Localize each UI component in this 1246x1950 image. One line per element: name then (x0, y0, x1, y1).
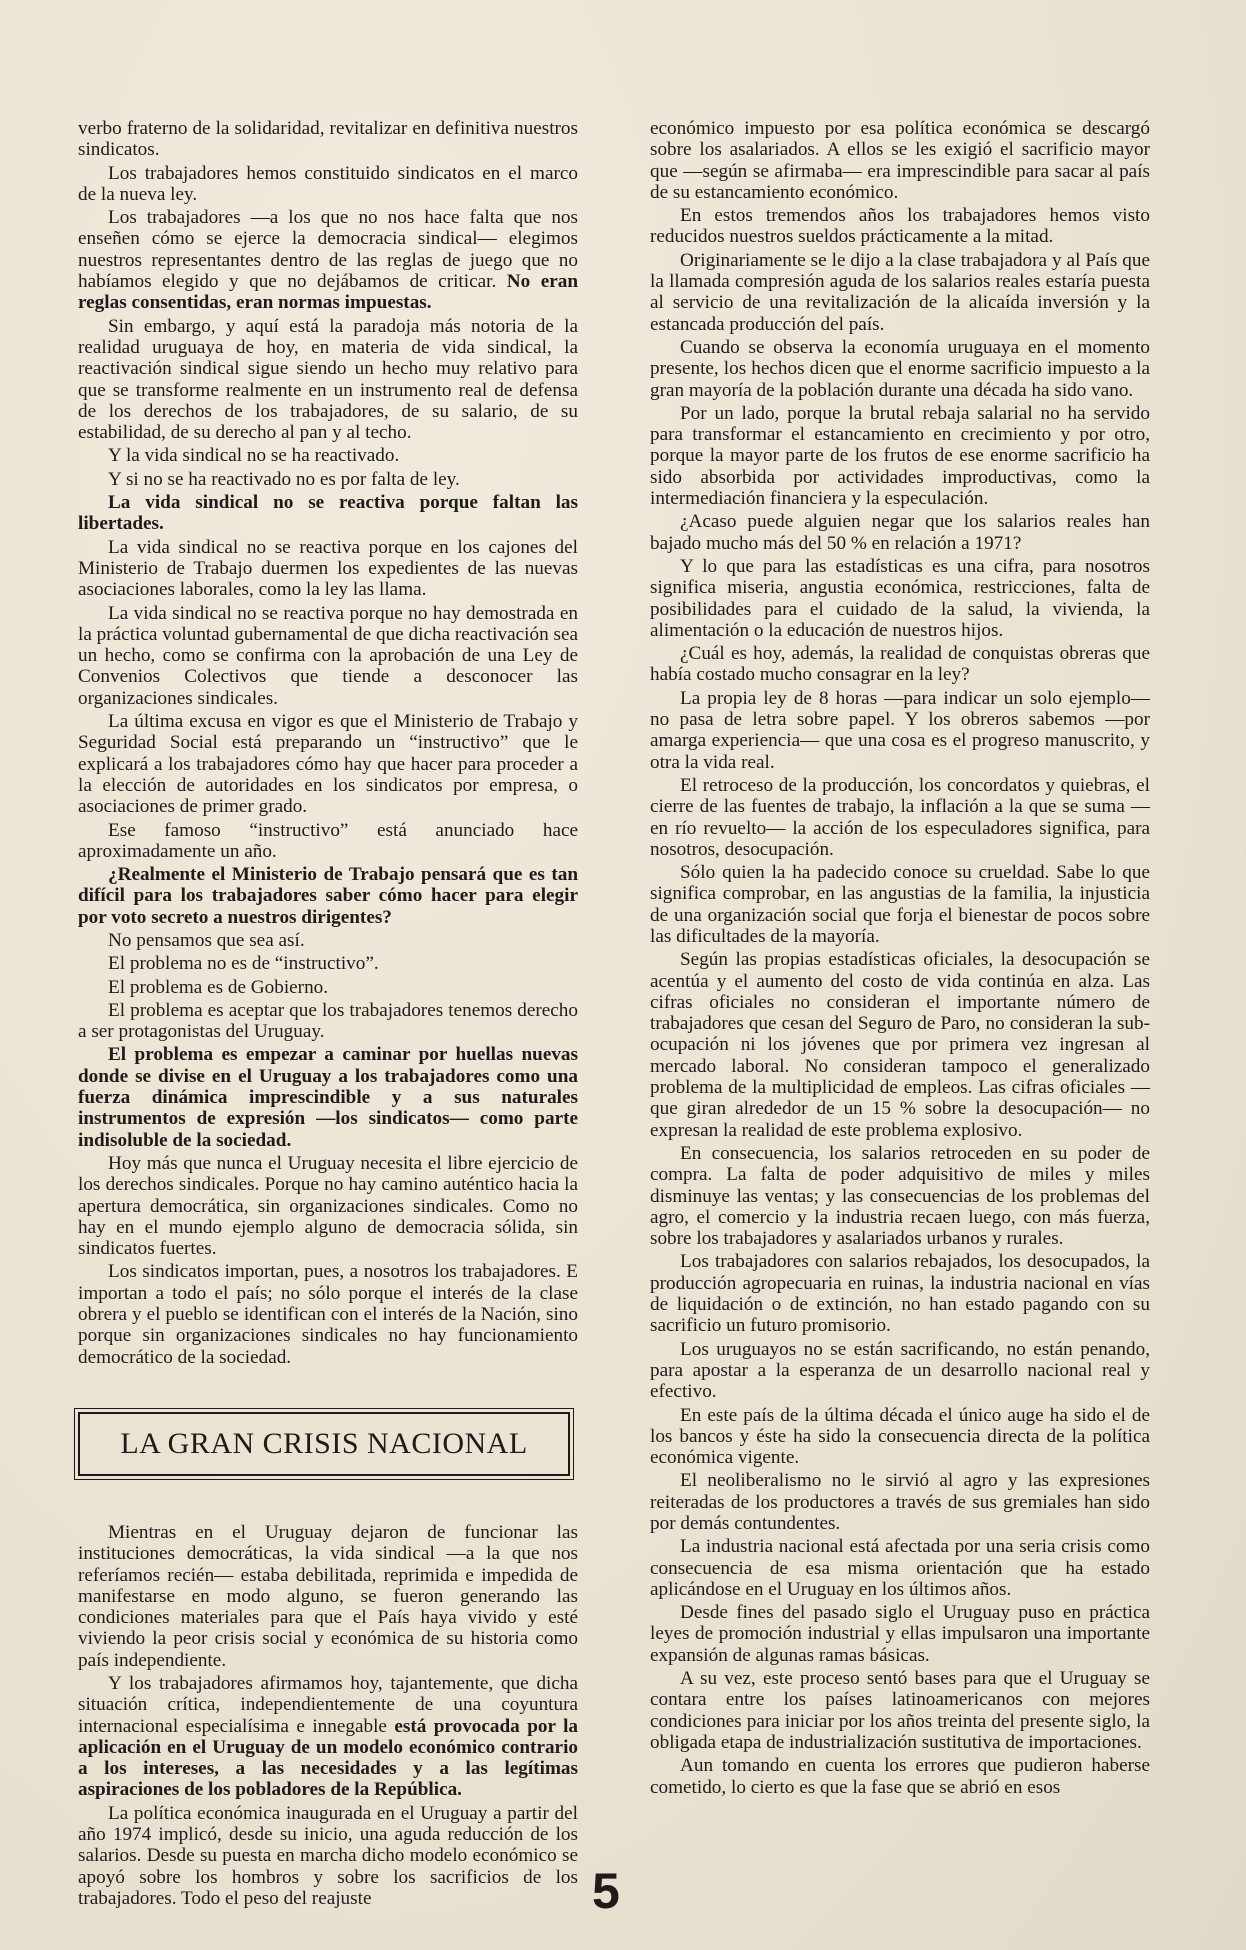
paragraph (650, 118, 1150, 203)
paragraph (650, 337, 1150, 401)
paragraph (78, 118, 578, 161)
paragraph (78, 316, 578, 444)
paragraph-text: Y los trabajadores afirmamos hoy, tajantemente, que dicha situación crítica, independientemente de una coyuntura internacional especialísima e innegable (78, 1673, 578, 1737)
paragraph-text: La industria nacional está afectada por una seria crisis como consecuencia de esa misma orientación que ha estado aplicándose en el Uruguay en los últimos años. (650, 1536, 1150, 1600)
paragraph-text: ¿Realmente el Ministerio de Trabajo pensará que es tan difícil para los trabajadores saber cómo hacer para elegir por voto secreto a nuestros dirigentes? (78, 864, 578, 928)
paragraph (650, 1251, 1150, 1336)
paragraph-text: Cuando se observa la economía uruguaya en el momento presente, los hechos dicen que el enorme sacrificio impuesto a la gran mayoría de la población durante una década ha sido vano. (650, 336, 1150, 401)
paragraph-text: La política económica inaugurada en el Uruguay a partir del año 1974 implicó, desde su inicio, una aguda reducción de los salarios. Desde su puesta en marcha dicho modelo económico se apoyó sobre los hombros y sobre los sacrificios de los trabajadores. Todo el peso del reajuste (78, 1802, 578, 1909)
paragraph (650, 1668, 1150, 1753)
paragraph (78, 864, 578, 928)
paragraph (650, 862, 1150, 947)
paragraph-text: Y lo que para las estadísticas es una cifra, para nosotros significa miseria, angustia económica, restricciones, falta de posibilidades para el cuidado de la salud, la vivienda, la alimentación o la educación de nuestros hijos. (650, 555, 1150, 641)
paragraph (78, 1673, 578, 1801)
paragraph (78, 537, 578, 601)
paragraph-text: Los trabajadores hemos constituido sindicatos en el marco de la nueva ley. (78, 162, 578, 205)
paragraph-text: El problema es de Gobierno. (108, 976, 329, 998)
page-number: 5 (592, 1863, 620, 1919)
paragraph-text: Hoy más que nunca el Uruguay necesita el libre ejercicio de los derechos sindicales. Porque no hay camino auténtico hacia la apertura democrática, sin organizaciones sindicales. Como no hay en el mundo ejemplo alguno de democracia sólida, sin sindicatos fuertes. (78, 1152, 578, 1260)
paragraph (650, 775, 1150, 860)
paragraph (78, 953, 578, 974)
paragraph (78, 711, 578, 817)
paragraph-text: Y si no se ha reactivado no es por falta de ley. (108, 468, 460, 490)
paragraph-text: Desde fines del pasado siglo el Uruguay puso en práctica leyes de promoción industrial y ellas impulsaron una importante expansión de algunas ramas básicas. (650, 1602, 1150, 1666)
paragraph-text: La vida sindical no se reactiva porque no hay demostrada en la práctica voluntad gubernamental de que dicha reactivación sea un hecho, como se confirma con la aprobación de una Ley de Convenios Colectivos que tiende a desconocer las organizaciones sindicales. (78, 602, 578, 709)
left-column (78, 118, 578, 1911)
paragraph-text: En estos tremendos años los trabajadores hemos visto reducidos nuestros sueldos prácticamente a la mitad. (650, 205, 1150, 248)
paragraph-text: ¿Acaso puede alguien negar que los salarios reales han bajado mucho más del 50 % en relación a 1971? (650, 511, 1150, 554)
paragraph-text: La vida sindical no se reactiva porque en los cajones del Ministerio de Trabajo duermen los expedientes de las nuevas asociaciones laborales, como la ley las llama. (78, 536, 578, 601)
paragraph-text: Aun tomando en cuenta los errores que pudieron haberse cometido, lo cierto es que la fase que se abrió en esos (650, 1755, 1150, 1798)
paragraph (78, 492, 578, 535)
paragraph-text: La última excusa en vigor es que el Ministerio de Trabajo y Seguridad Social está preparando un “instructivo” que le explicará a los trabajadores cómo hay que hacer para proceder a la elección de autoridades en los sindicatos por empresa, o asociaciones de primer grado. (78, 711, 578, 818)
paragraph-text: Sin embargo, y aquí está la paradoja más notoria de la realidad uruguaya de hoy, en materia de vida sindical, la reactivación sindical sigue siendo un hecho muy relativo para que se transforme realmente en un instrumento real de defensa de los derechos de los trabajadores, de su salario, de su estabilidad, de su derecho al pan y al techo. (78, 315, 578, 444)
paragraph-text: Y la vida sindical no se ha reactivado. (108, 445, 400, 467)
paragraph (78, 469, 578, 490)
paragraph-bold-text: está provocada por la aplicación en el Uruguay de un modelo económico contrario a los intereses, a las necesidades y a las legítimas aspiraciones de los pobladores de la República. (78, 1715, 578, 1801)
paragraph (650, 1339, 1150, 1403)
paragraph (650, 949, 1150, 1141)
paragraph-text: Sólo quien la ha padecido conoce su crueldad. Sabe lo que significa comprobar, en las angustias de la familia, la injusticia de una organización social que forja el bienestar de pocos sobre las dificultades de la mayoría. (650, 862, 1150, 947)
paragraph-text: La vida sindical no se reactiva porque faltan las libertades. (78, 492, 578, 535)
paragraph (650, 205, 1150, 248)
paragraph-text: El problema no es de “instructivo”. (108, 953, 379, 975)
paragraph (78, 445, 578, 466)
paragraph-text: verbo fraterno de la solidaridad, revitalizar en definitiva nuestros sindicatos. (78, 118, 578, 161)
paragraph (650, 643, 1150, 686)
paragraph (78, 603, 578, 709)
paragraph-text: El problema es aceptar que los trabajadores tenemos derecho a ser protagonistas del Uruguay. (78, 999, 578, 1043)
left-column-top-text (78, 118, 578, 1368)
paragraph-text: Ese famoso “instructivo” está anunciado hace aproximadamente un año. (78, 819, 578, 862)
paragraph-text: Originariamente se le dijo a la clase trabajadora y al País que la llamada compresión aguda de los salarios reales estaría puesta al servicio de una revitalización de la alicaída inversión y la estancada producción del país. (650, 249, 1150, 335)
paragraph (78, 1153, 578, 1259)
paragraph (650, 511, 1150, 554)
paragraph-text: Los trabajadores —a los que no nos hace falta que nos enseñen cómo se ejerce la democracia sindical— elegimos nuestros representantes dentro de las reglas de juego que no habíamos elegido y que no dejábamos de criticar. (78, 207, 578, 293)
paragraph (78, 1803, 578, 1909)
paragraph (650, 556, 1150, 641)
left-column-bottom-text (78, 1522, 578, 1909)
paragraph-text: En consecuencia, los salarios retroceden en su poder de compra. La falta de poder adquisitivo de miles y miles disminuye las ventas; y las consecuencias de los problemas del agro, el comercio y la industria recaen luego, con más fuerza, sobre los trabajadores y asalariados urbanos y rurales. (650, 1142, 1150, 1250)
paragraph-text: No pensamos que sea así. (108, 929, 305, 951)
right-column (650, 118, 1150, 1800)
paragraph-text: Los uruguayos no se están sacrificando, no están penando, para apostar a la esperanza de un desarrollo nacional real y efectivo. (650, 1338, 1150, 1403)
paragraph (78, 820, 578, 863)
paragraph-text: El retroceso de la producción, los concordatos y quiebras, el cierre de las fuentes de trabajo, la inflación a la que se suma —en río revuelto— la acción de los especuladores significa, para nosotros, desocupación. (650, 774, 1150, 860)
paragraph (78, 163, 578, 206)
paragraph (650, 688, 1150, 773)
paragraph-bold-text: No eran reglas consentidas, eran normas impuestas. (78, 271, 579, 314)
paragraph (78, 1000, 578, 1043)
paragraph (78, 930, 578, 951)
paragraph-text: El neoliberalismo no le sirvió al agro y las expresiones reiteradas de los productores a través de sus gremiales han sido por demás contundentes. (650, 1470, 1150, 1534)
section-heading-text: LA GRAN CRISIS NACIONAL (120, 1427, 528, 1461)
paragraph (650, 1602, 1150, 1666)
paragraph (78, 1044, 578, 1150)
paragraph (650, 1470, 1150, 1534)
paragraph (650, 250, 1150, 335)
paragraph-text: Según las propias estadísticas oficiales, la desocupación se acentúa y el aumento del costo de vida continúa en alza. Las cifras oficiales no consideran el importante número de trabajadores que cesan del Seguro de Paro, no consideran la sub-ocupación ni los jóvenes que por primera vez ingresan al mercado laboral. No consideran tampoco el generalizado problema de la multiplicidad de empleos. Las cifras oficiales —que giran alrededor de un 15 % sobre la desocupación— no expresan la realidad de este problema explosivo. (650, 949, 1150, 1141)
paragraph (78, 207, 578, 313)
paragraph-text: El problema es empezar a caminar por huellas nuevas donde se divise en el Uruguay a los trabajadores como una fuerza dinámica imprescindible y a sus naturales instrumentos de expresión —los sindicatos— como parte indisoluble de la sociedad. (78, 1044, 578, 1151)
right-column-text (650, 118, 1150, 1798)
paragraph-text: económico impuesto por esa política económica se descargó sobre los asalariados. A ellos se les exigió el sacrificio mayor que —según se afirmaba— era imprescindible para sacar al país de su estancamiento económico. (650, 118, 1150, 203)
paragraph-text: Los sindicatos importan, pues, a nosotros los trabajadores. E importan a todo el país; no sólo porque el interés de la clase obrera y el pueblo se identifican con el interés de la Nación, sino porque sin organizaciones sindicales no hay funcionamiento democrático de la sociedad. (78, 1261, 578, 1368)
section-heading (78, 1412, 570, 1476)
paragraph-text: En este país de la última década el único auge ha sido el de los bancos y éste ha sido la consecuencia directa de la política económica vigente. (650, 1404, 1150, 1469)
paragraph (650, 1405, 1150, 1469)
paragraph (650, 1143, 1150, 1249)
paragraph (650, 403, 1150, 509)
paragraph-text: Mientras en el Uruguay dejaron de funcionar las instituciones democráticas, la vida sindical —a la que nos referíamos recién— estaba debilitada, reprimida e impedida de manifestarse en modo alguno, se fueron generando las condiciones materiales para que el País haya vivido y esté viviendo la peor crisis social y económica de su historia como país independiente. (78, 1521, 578, 1671)
paragraph-text: Por un lado, porque la brutal rebaja salarial no ha servido para transformar el estancamiento en crecimiento y por otro, porque la mayor parte de los frutos de ese enorme sacrificio ha sido absorbida por actividades improductivas, como la intermediación financiera y la especulación. (650, 402, 1150, 510)
paragraph-text: Los trabajadores con salarios rebajados, los desocupados, la producción agropecuaria en ruinas, la industria nacional en vías de liquidación o de extinción, no han estado pagando con su sacrificio un futuro promisorio. (650, 1251, 1150, 1337)
paragraph-text: A su vez, este proceso sentó bases para que el Uruguay se contara entre los países latinoamericanos con mejores condiciones para iniciar por los años treinta del presente siglo, la obligada etapa de industrialización sustitutiva de importaciones. (650, 1668, 1150, 1753)
paragraph (78, 977, 578, 998)
paragraph (78, 1261, 578, 1367)
paragraph (78, 1522, 578, 1671)
paragraph (650, 1536, 1150, 1600)
paragraph (650, 1755, 1150, 1798)
paragraph-text: ¿Cuál es hoy, además, la realidad de conquistas obreras que había costado mucho consagrar en la ley? (650, 643, 1150, 686)
paragraph-text: La propia ley de 8 horas —para indicar un solo ejemplo— no pasa de letra sobre papel. Y los obreros sabemos —por amarga experiencia— que una cosa es el progreso manuscrito, y otra la vida real. (650, 687, 1150, 773)
